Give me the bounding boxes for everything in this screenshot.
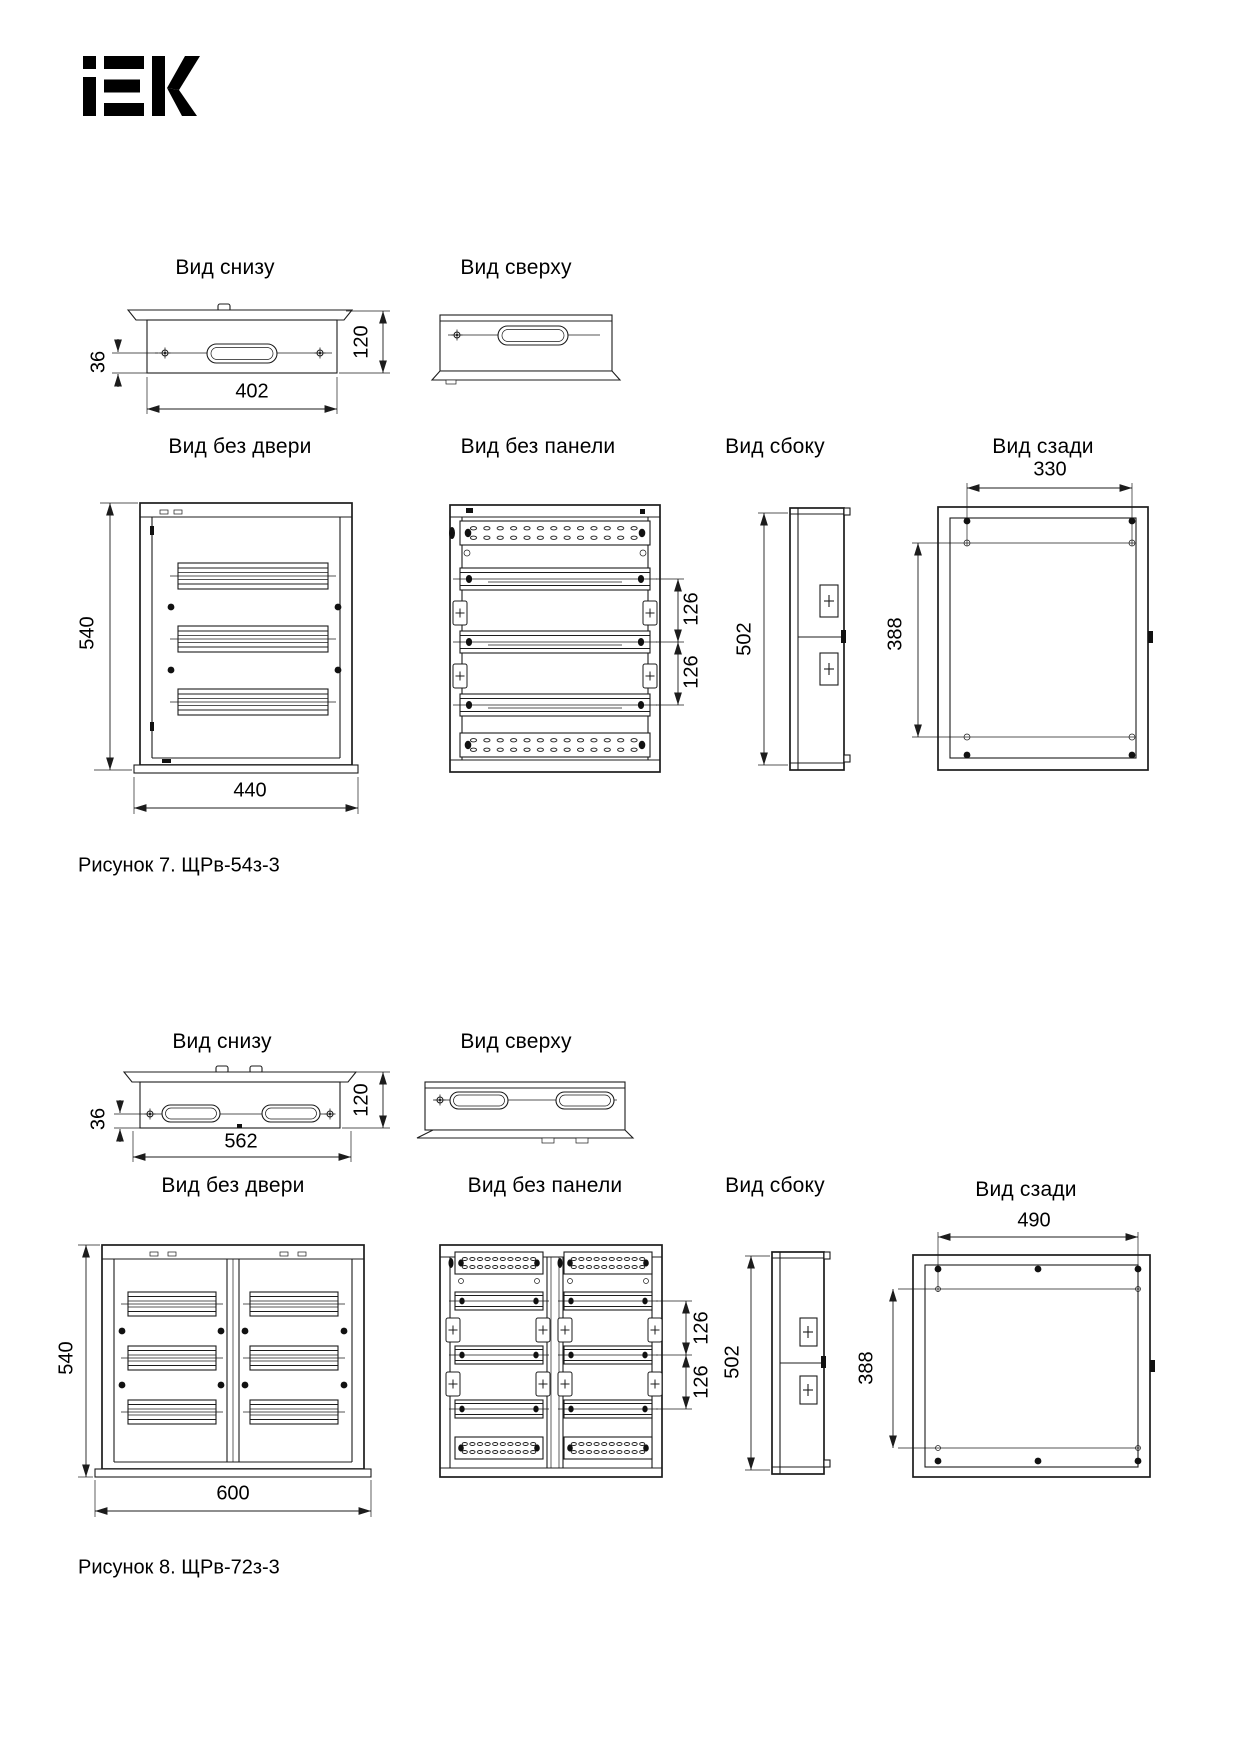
fig7-no-door-view-label: Вид без двери [168,435,312,458]
fig8-dim-rear-height-text: 388 [855,1351,878,1385]
fig8-view-rear-drawing [893,1232,1155,1477]
fig7-side-view-label: Вид сбоку [725,435,825,458]
fig7-top-view-label: Вид сверху [460,256,572,279]
fig8-dim-side-height-text: 502 [721,1345,744,1379]
fig8-view-no-door-drawing [78,1245,371,1517]
fig7-dim-502 [758,513,788,765]
fig8-dim-height-text: 540 [55,1341,78,1375]
fig8-view-side-drawing [745,1252,830,1474]
fig8-dim-width-text: 562 [224,1130,258,1153]
fig7-dim-depth-text: 120 [350,325,373,359]
fig7-dim-side-height-text: 502 [733,622,756,656]
fig8-dim-540 [78,1245,100,1477]
fig8-side-view-label: Вид сбоку [725,1174,825,1197]
fig8-rear-view-label: Вид сзади [975,1178,1077,1201]
fig8-bottom-view-label: Вид снизу [172,1030,272,1053]
fig7-dim-rear-width-text: 330 [1033,458,1067,481]
fig7-view-side-drawing [758,508,850,770]
fig7-dim-540 [94,503,138,770]
fig8-top-view-label: Вид сверху [460,1030,572,1053]
fig8-dim-rear-width-text: 490 [1017,1209,1051,1232]
fig7-bottom-view-label: Вид снизу [175,256,275,279]
fig7-dim-front-width-text: 440 [233,779,267,802]
fig7-view-no-panel-drawing [449,505,684,772]
fig8-dim-row-gap1-text: 126 [690,1311,713,1345]
fig7-no-panel-view-label: Вид без панели [460,435,616,458]
fig8-no-door-view-label: Вид без двери [161,1174,305,1197]
fig7-rear-view-label: Вид сзади [992,435,1094,458]
fig8-dim-front-width-text: 600 [216,1482,250,1505]
fig8-no-panel-view-label: Вид без панели [467,1174,623,1197]
fig8-dim-502 [745,1256,770,1470]
fig7-dim-width-text: 402 [235,380,269,403]
fig8-dim-offset-text: 36 [87,1107,110,1131]
fig7-view-no-door-drawing [94,503,358,814]
fig8-view-top-drawing [417,1082,633,1143]
fig7-view-top-drawing [432,315,620,384]
fig7-dim-row-gap1-text: 126 [680,592,703,626]
figure-7-caption: Рисунок 7. ЩРв-54з-3 [78,854,280,877]
figure-8-caption: Рисунок 8. ЩРв-72з-3 [78,1556,280,1579]
fig7-dim-offset-text: 36 [87,350,110,374]
fig8-view-no-panel-drawing [440,1245,692,1477]
fig8-dim-depth-text: 120 [350,1083,373,1117]
fig7-dim-row-gap2-text: 126 [680,655,703,689]
fig7-dim-rear-height-text: 388 [884,617,907,651]
fig7-view-rear-drawing [912,483,1153,770]
fig7-dim-height-text: 540 [76,616,99,650]
fig8-dim-row-gap2-text: 126 [690,1365,713,1399]
